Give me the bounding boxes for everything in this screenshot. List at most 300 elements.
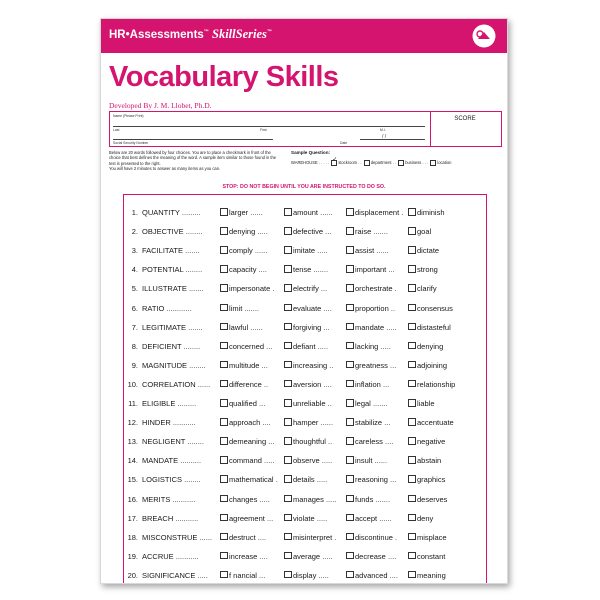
answer-option[interactable]: violate ..... xyxy=(284,514,327,523)
answer-checkbox[interactable] xyxy=(408,437,416,445)
ssn-line[interactable] xyxy=(113,139,273,140)
question-row xyxy=(124,284,484,296)
answer-option[interactable]: unreliable .. xyxy=(284,399,332,408)
answer-checkbox[interactable] xyxy=(220,284,228,292)
sample-option: stockroom xyxy=(338,160,358,166)
answer-option[interactable]: mathematical . xyxy=(220,475,278,484)
answer-option[interactable]: changes ..... xyxy=(220,495,270,504)
answer-checkbox[interactable] xyxy=(284,533,292,541)
sample-option: department xyxy=(370,160,392,166)
answer-checkbox[interactable] xyxy=(346,342,354,350)
question-number: 7. xyxy=(131,322,138,332)
answer-label: approach xyxy=(229,418,261,428)
answer-label: impersonate xyxy=(229,284,271,294)
answer-checkbox[interactable] xyxy=(408,475,416,483)
answer-option[interactable] xyxy=(408,399,435,408)
answer-option[interactable]: important ... xyxy=(346,265,395,274)
answer-label: mathematical xyxy=(229,475,274,485)
answer-option[interactable]: comply ...... xyxy=(220,246,267,255)
answer-option[interactable]: amount ...... xyxy=(284,208,333,217)
answer-checkbox[interactable] xyxy=(284,495,292,503)
answer-checkbox[interactable] xyxy=(346,380,354,388)
sample-checkbox-checked: ✓ xyxy=(331,160,337,166)
question-number: 20. xyxy=(127,570,138,580)
answer-checkbox[interactable] xyxy=(284,514,292,522)
answer-option[interactable]: proportion .. xyxy=(346,304,395,313)
question-word: LOGISTICS ........ xyxy=(142,475,201,485)
answer-option[interactable]: capacity .... xyxy=(220,265,267,274)
answer-label: decrease xyxy=(355,551,386,561)
answer-option[interactable]: aversion .... xyxy=(284,380,332,389)
question-row xyxy=(124,533,484,545)
answer-option[interactable]: observe ..... xyxy=(284,456,332,465)
answer-option[interactable] xyxy=(408,265,438,274)
answer-option[interactable]: electrify ... xyxy=(284,284,327,293)
question-number: 3. xyxy=(131,246,138,256)
answer-option[interactable] xyxy=(408,437,445,446)
answer-checkbox[interactable] xyxy=(408,456,416,464)
answer-checkbox[interactable] xyxy=(220,304,228,312)
answer-option[interactable] xyxy=(408,571,446,580)
answer-option[interactable] xyxy=(408,361,447,370)
question-word: QUANTITY ......... xyxy=(142,208,201,217)
answer-option[interactable]: tense ....... xyxy=(284,265,328,274)
last-label: Last xyxy=(113,128,120,132)
answer-label: increasing xyxy=(293,360,328,370)
question-row xyxy=(124,399,484,411)
question-word: RATIO ............ xyxy=(142,303,192,313)
answer-option[interactable]: approach .... xyxy=(220,418,271,427)
answer-label: misinterpret xyxy=(293,532,333,542)
answer-label: constant xyxy=(417,551,446,561)
question-number: 12. xyxy=(127,418,138,428)
answer-label: qualified xyxy=(229,399,257,408)
answer-option[interactable]: defective ... xyxy=(284,227,331,236)
answer-label: misplace xyxy=(417,532,447,542)
answer-checkbox[interactable] xyxy=(220,342,228,350)
answer-checkbox[interactable] xyxy=(346,437,354,445)
answer-checkbox[interactable] xyxy=(346,323,354,331)
answer-label: liable xyxy=(417,399,435,408)
answer-label: careless xyxy=(355,437,383,447)
answer-checkbox[interactable] xyxy=(346,514,354,522)
answer-label: amount xyxy=(293,208,319,217)
answer-option[interactable]: assist ...... xyxy=(346,246,389,255)
answer-label: imitate xyxy=(293,246,316,256)
answer-option[interactable]: lawful ...... xyxy=(220,323,263,332)
question-number: 5. xyxy=(131,284,138,294)
answer-option[interactable]: mandate ..... xyxy=(346,323,397,332)
question-list xyxy=(123,194,487,584)
answer-checkbox[interactable] xyxy=(284,475,292,483)
question-word: CORRELATION ...... xyxy=(142,379,211,389)
answer-checkbox[interactable] xyxy=(220,533,228,541)
answer-label: raise xyxy=(355,227,372,237)
answer-label: display xyxy=(293,570,317,580)
answer-checkbox[interactable] xyxy=(284,380,292,388)
answer-option[interactable]: difference .. xyxy=(220,380,268,389)
answer-option[interactable]: hamper ...... xyxy=(284,418,333,427)
answer-label: insult xyxy=(355,456,373,466)
answer-label: strong xyxy=(417,265,438,275)
answer-checkbox[interactable] xyxy=(408,380,416,388)
answer-label: lawful xyxy=(229,322,249,332)
answer-label: relationship xyxy=(417,379,456,389)
question-number: 1. xyxy=(131,208,138,217)
sample-word: WAREHOUSE xyxy=(291,160,318,166)
answer-option[interactable] xyxy=(408,495,447,504)
question-word: MANDATE .......... xyxy=(142,456,202,466)
answer-option[interactable]: impersonate . xyxy=(220,284,274,293)
page-title: Vocabulary Skills xyxy=(109,61,339,93)
answer-label: deserves xyxy=(417,494,448,504)
answer-label: inflation xyxy=(355,379,381,389)
answer-option[interactable] xyxy=(408,342,443,351)
question-row xyxy=(124,323,484,335)
answer-label: distasteful xyxy=(417,322,451,332)
sample-option: business xyxy=(405,160,422,166)
answer-label: aversion xyxy=(293,379,322,389)
name-line[interactable] xyxy=(113,126,425,127)
ssn-label: Social Security Number xyxy=(113,141,149,145)
answer-option[interactable]: thoughtful .. xyxy=(284,437,332,446)
answer-option[interactable]: defiant ..... xyxy=(284,342,328,351)
answer-option[interactable] xyxy=(408,304,453,313)
answer-checkbox[interactable] xyxy=(408,284,416,292)
answer-label: legal xyxy=(355,399,371,408)
question-number: 8. xyxy=(131,341,138,351)
answer-option[interactable] xyxy=(408,456,441,465)
question-word: LEGITIMATE ....... xyxy=(142,322,203,332)
question-number: 10. xyxy=(127,379,138,389)
sample-checkbox xyxy=(364,160,370,166)
answer-option[interactable]: decrease .... xyxy=(346,552,396,561)
first-label: First xyxy=(260,128,267,132)
answer-label: comply xyxy=(229,246,253,256)
answer-checkbox[interactable] xyxy=(346,533,354,541)
answer-label: important xyxy=(355,265,387,275)
answer-label: thoughtful xyxy=(293,437,326,447)
answer-option[interactable]: concerned ... xyxy=(220,342,272,351)
question-row xyxy=(124,571,484,583)
answer-checkbox[interactable] xyxy=(408,361,416,369)
brand-logo-text: HR•Assessments™ SkillSeries™ xyxy=(109,27,272,41)
answer-checkbox[interactable] xyxy=(284,304,292,312)
answer-checkbox[interactable] xyxy=(346,304,354,312)
answer-option[interactable]: increasing .. xyxy=(284,361,333,370)
answer-option[interactable]: insult ...... xyxy=(346,456,387,465)
question-row xyxy=(124,342,484,354)
answer-option[interactable] xyxy=(408,284,437,293)
answer-option[interactable] xyxy=(408,418,454,427)
answer-checkbox[interactable] xyxy=(408,552,416,560)
answer-checkbox[interactable] xyxy=(220,456,228,464)
answer-checkbox[interactable] xyxy=(408,533,416,541)
answer-option[interactable]: inflation ... xyxy=(346,380,389,389)
answer-checkbox[interactable] xyxy=(220,552,228,560)
mi-label: M.I. xyxy=(380,128,386,132)
answer-option[interactable]: evaluate .... xyxy=(284,304,332,313)
answer-checkbox[interactable] xyxy=(346,552,354,560)
date-label: Date xyxy=(340,141,348,145)
answer-option[interactable]: agreement ... xyxy=(220,514,273,523)
answer-checkbox[interactable] xyxy=(220,418,228,426)
answer-checkbox[interactable] xyxy=(408,399,416,407)
question-number: 4. xyxy=(131,265,138,275)
answer-label: multitude xyxy=(229,360,260,370)
answer-option[interactable]: imitate ..... xyxy=(284,246,328,255)
answer-label: command xyxy=(229,456,262,466)
answer-checkbox[interactable] xyxy=(284,571,292,579)
answer-option[interactable]: misinterpret . xyxy=(284,533,336,542)
answer-label: displacement xyxy=(355,208,400,217)
answer-checkbox[interactable] xyxy=(284,323,292,331)
question-row xyxy=(124,246,484,258)
answer-option[interactable]: funds ....... xyxy=(346,495,390,504)
answer-option[interactable]: accept ...... xyxy=(346,514,392,523)
answer-checkbox[interactable] xyxy=(220,495,228,503)
answer-option[interactable]: increase .... xyxy=(220,552,268,561)
question-word: OBJECTIVE ........ xyxy=(142,227,203,237)
answer-option[interactable]: details ..... xyxy=(284,475,327,484)
answer-option[interactable]: forgiving ... xyxy=(284,323,330,332)
answer-checkbox[interactable] xyxy=(408,265,416,273)
answer-label: tense xyxy=(293,265,312,275)
answer-checkbox[interactable] xyxy=(408,495,416,503)
answer-checkbox[interactable] xyxy=(408,208,416,216)
answer-option[interactable]: display ..... xyxy=(284,571,329,580)
question-row xyxy=(124,552,484,564)
answer-label: goal xyxy=(417,227,432,237)
answer-checkbox[interactable] xyxy=(220,475,228,483)
answer-label: orchestrate xyxy=(355,284,393,294)
answer-checkbox[interactable] xyxy=(346,361,354,369)
question-number: 16. xyxy=(127,494,138,504)
stop-notice: STOP: DO NOT BEGIN UNTIL YOU ARE INSTRUCTED TO DO SO. xyxy=(222,184,386,190)
answer-checkbox[interactable] xyxy=(408,571,416,579)
answer-checkbox[interactable] xyxy=(346,456,354,464)
answer-checkbox[interactable] xyxy=(284,284,292,292)
answer-checkbox[interactable] xyxy=(408,227,416,235)
answer-checkbox[interactable] xyxy=(284,552,292,560)
answer-checkbox[interactable] xyxy=(284,342,292,350)
author-credit: Developed By J. M. Llobet, Ph.D. xyxy=(109,101,212,110)
answer-checkbox[interactable] xyxy=(284,437,292,445)
answer-option[interactable]: command ..... xyxy=(220,456,274,465)
name-label: Name (Please Print) xyxy=(113,114,144,118)
answer-checkbox[interactable] xyxy=(346,265,354,273)
answer-option[interactable]: f nancial ... xyxy=(220,571,265,580)
answer-option[interactable] xyxy=(408,552,445,561)
answer-checkbox[interactable] xyxy=(220,265,228,273)
sample-question-label: Sample Question: xyxy=(291,150,331,155)
answer-checkbox[interactable] xyxy=(220,380,228,388)
answer-checkbox[interactable] xyxy=(346,208,354,216)
answer-label: denying xyxy=(417,341,444,351)
answer-label: limit xyxy=(229,303,243,313)
answer-label: advanced xyxy=(355,570,388,580)
answer-checkbox[interactable] xyxy=(220,399,228,407)
question-word: BREACH ........... xyxy=(142,513,199,523)
answer-label: negative xyxy=(417,437,446,447)
answer-checkbox[interactable] xyxy=(346,571,354,579)
question-word: FACILITATE ....... xyxy=(142,246,200,256)
question-word: POTENTIAL ........ xyxy=(142,265,203,275)
answer-checkbox[interactable] xyxy=(284,418,292,426)
answer-checkbox[interactable] xyxy=(284,361,292,369)
answer-option[interactable]: stabilize ... xyxy=(346,418,390,427)
answer-label: greatness xyxy=(355,360,388,370)
question-number: 19. xyxy=(127,551,138,561)
answer-option[interactable]: average ..... xyxy=(284,552,333,561)
answer-checkbox[interactable] xyxy=(346,246,354,254)
answer-option[interactable]: reasoning ... xyxy=(346,475,396,484)
score-label: SCORE xyxy=(454,116,476,122)
answer-label: defective xyxy=(293,227,324,237)
instructions xyxy=(109,150,279,171)
answer-checkbox[interactable] xyxy=(346,284,354,292)
answer-checkbox[interactable] xyxy=(220,514,228,522)
answer-option[interactable] xyxy=(408,208,445,217)
answer-label: details xyxy=(293,475,315,485)
answer-label: forgiving xyxy=(293,322,322,332)
answer-option[interactable]: qualified ... xyxy=(220,399,265,408)
question-number: 14. xyxy=(127,456,138,466)
answer-checkbox[interactable] xyxy=(220,246,228,254)
date-line[interactable] xyxy=(360,139,425,140)
answer-checkbox[interactable] xyxy=(220,361,228,369)
answer-label: dictate xyxy=(417,246,440,256)
answer-label: demeaning xyxy=(229,437,267,447)
answer-option[interactable]: multitude ... xyxy=(220,361,268,370)
answer-label: violate xyxy=(293,513,315,523)
time-instructions: You will have 2 minutes to answer as many items as you can. xyxy=(109,165,221,171)
answer-option[interactable] xyxy=(408,246,439,255)
answer-label: accept xyxy=(355,513,378,523)
answer-label: manages xyxy=(293,494,324,504)
answer-checkbox[interactable] xyxy=(346,227,354,235)
answer-label: denying xyxy=(229,227,256,237)
answer-option[interactable]: demeaning ... xyxy=(220,437,274,446)
score-box xyxy=(429,111,502,147)
answer-option[interactable] xyxy=(408,533,447,542)
answer-label: mandate xyxy=(355,322,385,332)
answer-option[interactable]: larger ...... xyxy=(220,208,263,217)
answer-option[interactable]: legal ....... xyxy=(346,399,388,408)
answer-checkbox[interactable] xyxy=(346,399,354,407)
answer-option[interactable]: careless .... xyxy=(346,437,393,446)
answer-checkbox[interactable] xyxy=(284,265,292,273)
question-word: ILLUSTRATE ....... xyxy=(142,284,204,294)
answer-label: proportion xyxy=(355,303,389,313)
answer-option[interactable]: destruct .... xyxy=(220,533,266,542)
answer-option[interactable]: greatness ... xyxy=(346,361,396,370)
answer-checkbox[interactable] xyxy=(220,208,228,216)
answer-checkbox[interactable] xyxy=(346,495,354,503)
answer-label: lacking xyxy=(355,341,379,351)
answer-option[interactable]: discontinue . xyxy=(346,533,397,542)
answer-checkbox[interactable] xyxy=(284,227,292,235)
answer-label: evaluate xyxy=(293,303,322,313)
answer-option[interactable] xyxy=(408,514,433,523)
question-word: HINDER ........... xyxy=(142,418,196,428)
question-number: 15. xyxy=(127,475,138,485)
answer-option[interactable] xyxy=(408,380,455,389)
answer-label: increase xyxy=(229,551,258,561)
answer-checkbox[interactable] xyxy=(220,437,228,445)
answer-option[interactable] xyxy=(408,475,445,484)
question-row xyxy=(124,495,484,507)
answer-option[interactable] xyxy=(408,227,431,236)
answer-label: concerned xyxy=(229,341,265,351)
question-number: 11. xyxy=(128,399,138,408)
answer-checkbox[interactable] xyxy=(408,342,416,350)
answer-label: agreement xyxy=(229,513,265,523)
answer-checkbox[interactable] xyxy=(408,418,416,426)
question-word: MERITS ........... xyxy=(142,494,196,504)
answer-label: diminish xyxy=(417,208,445,217)
answer-label: destruct xyxy=(229,532,256,542)
answer-checkbox[interactable] xyxy=(346,418,354,426)
date-slashes: / / xyxy=(382,134,387,140)
question-word: NEGLIGENT ........ xyxy=(142,437,204,447)
answer-label: deny xyxy=(417,513,434,523)
answer-label: reasoning xyxy=(355,475,388,485)
answer-checkbox[interactable] xyxy=(220,227,228,235)
answer-label: electrify xyxy=(293,284,319,294)
answer-label: observe xyxy=(293,456,320,466)
answer-checkbox[interactable] xyxy=(408,323,416,331)
answer-option[interactable]: denying ..... xyxy=(220,227,268,236)
answer-checkbox[interactable] xyxy=(284,399,292,407)
answer-option[interactable]: manages ..... xyxy=(284,495,336,504)
answer-label: meaning xyxy=(417,570,446,580)
answer-option[interactable]: lacking ..... xyxy=(346,342,391,351)
question-word: ACCRUE ........... xyxy=(142,551,199,561)
answer-label: unreliable xyxy=(293,399,326,408)
question-row xyxy=(124,514,484,526)
answer-checkbox[interactable] xyxy=(284,246,292,254)
answer-checkbox[interactable] xyxy=(220,323,228,331)
question-word: SIGNIFICANCE ..... xyxy=(142,570,208,580)
question-word: MISCONSTRUE ...... xyxy=(142,532,213,542)
answer-option[interactable]: limit ....... xyxy=(220,304,259,313)
answer-label: accentuate xyxy=(417,418,454,428)
answer-checkbox[interactable] xyxy=(408,304,416,312)
question-row xyxy=(124,380,484,392)
answer-checkbox[interactable] xyxy=(346,475,354,483)
question-number: 6. xyxy=(131,303,138,313)
question-row xyxy=(124,456,484,468)
answer-label: difference xyxy=(229,379,262,389)
answer-option[interactable] xyxy=(408,323,451,332)
answer-label: assist xyxy=(355,246,375,256)
answer-label: clarify xyxy=(417,284,437,294)
answer-option[interactable]: advanced .... xyxy=(346,571,398,580)
answer-checkbox[interactable] xyxy=(284,456,292,464)
answer-option[interactable]: displacement . xyxy=(346,208,403,217)
answer-option[interactable]: raise ....... xyxy=(346,227,388,236)
question-row xyxy=(124,475,484,487)
answer-checkbox[interactable] xyxy=(284,208,292,216)
answer-option[interactable]: orchestrate . xyxy=(346,284,397,293)
question-row xyxy=(124,361,484,373)
answer-checkbox[interactable] xyxy=(408,246,416,254)
answer-checkbox[interactable] xyxy=(408,514,416,522)
question-row xyxy=(124,227,484,239)
sample-checkbox xyxy=(398,160,404,166)
answer-checkbox[interactable] xyxy=(220,571,228,579)
